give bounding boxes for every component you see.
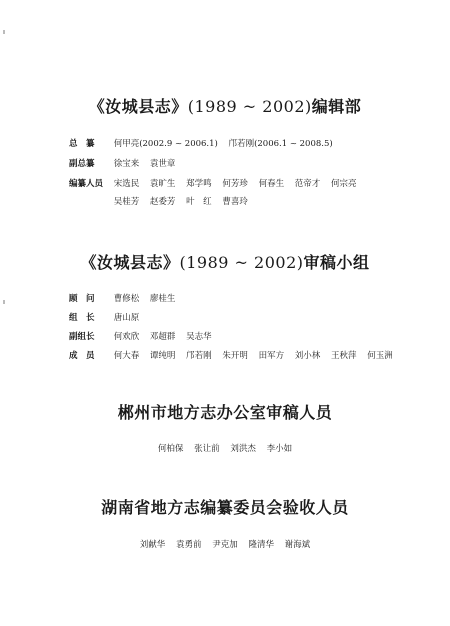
editorial-row-chief — [69, 138, 341, 150]
person-name: 范帝才 — [294, 179, 321, 189]
person-name: 曹喜玲 — [222, 197, 248, 207]
chenzhou-reviewers-title: 郴州市地方志办公室审稿人员 — [117, 403, 333, 422]
person-name: 朱开明 — [222, 351, 248, 361]
person-name: 邝若刚(2006.1 ~ 2008.5) — [228, 139, 333, 149]
role-label: 总 纂 — [69, 139, 95, 149]
editorial-row-staff — [69, 178, 365, 190]
person-name: 唐山原 — [113, 313, 140, 323]
review-group-title — [0, 250, 450, 273]
editorial-board-title — [0, 94, 450, 117]
person-name: 徐宝来 — [113, 159, 140, 169]
person-name: 李小如 — [266, 444, 293, 454]
person-name: 曹修松 — [113, 294, 140, 304]
chenzhou-reviewers-names — [0, 442, 450, 454]
role-label: 顾 问 — [69, 294, 95, 304]
person-name: 何宗亮 — [331, 179, 357, 189]
title-book-name: 《汝城县志》 — [88, 97, 188, 116]
person-name: 何玉洲 — [367, 351, 393, 361]
person-name: 赵委芳 — [149, 197, 176, 207]
role-label: 组 长 — [69, 313, 95, 323]
title-suffix: 编辑部 — [311, 97, 362, 116]
editorial-row-staff-cont — [69, 196, 256, 208]
person-name: 何大春 — [113, 351, 140, 361]
role-label: 编纂人员 — [69, 179, 104, 189]
review-row-leader — [69, 312, 147, 324]
person-name: 刘洪杰 — [230, 444, 256, 454]
person-name: 何芳珍 — [222, 179, 248, 189]
title-years: (1989 ~ 2002) — [187, 97, 312, 116]
person-name: 刘小林 — [294, 351, 321, 361]
review-row-advisor — [69, 293, 183, 305]
person-name: 谭纯明 — [149, 351, 176, 361]
review-row-members — [69, 350, 401, 362]
editorial-row-deputy — [69, 158, 183, 170]
person-name: 谢海斌 — [284, 540, 311, 550]
person-name: 袁旷生 — [149, 179, 176, 189]
scan-mark — [3, 300, 5, 304]
title-years: (1989 ~ 2002) — [179, 253, 304, 272]
person-name: 宋选民 — [113, 179, 140, 189]
person-name: 叶 红 — [186, 197, 212, 207]
person-name: 刘献华 — [139, 540, 166, 550]
person-name: 隆清华 — [248, 540, 274, 550]
hunan-acceptance-title: 湖南省地方志编纂委员会验收人员 — [101, 498, 349, 517]
person-name: 王秋萍 — [331, 351, 357, 361]
person-name: 何春生 — [258, 179, 285, 189]
person-name: 田军方 — [258, 351, 285, 361]
role-label: 成 员 — [69, 351, 95, 361]
person-name: 吴志华 — [186, 332, 212, 342]
person-name: 袁勇前 — [176, 540, 202, 550]
person-name: 张让前 — [194, 444, 220, 454]
role-label: 副组长 — [69, 332, 95, 342]
person-name: 何甲亮(2002.9 ~ 2006.1) — [113, 139, 218, 149]
person-name: 邓超群 — [149, 332, 176, 342]
person-name: 何欢欣 — [113, 332, 140, 342]
person-name: 邝若刚 — [186, 351, 212, 361]
person-name: 何柏保 — [157, 444, 184, 454]
role-label: 副总纂 — [69, 159, 95, 169]
title-book-name: 《汝城县志》 — [80, 253, 180, 272]
scan-mark — [3, 30, 5, 34]
person-name: 尹克加 — [212, 540, 238, 550]
person-name: 郑学鸣 — [186, 179, 212, 189]
person-name: 吴桂芳 — [113, 197, 140, 207]
hunan-acceptance-names — [0, 538, 450, 550]
person-name: 廖桂生 — [149, 294, 176, 304]
person-name: 袁世章 — [149, 159, 176, 169]
review-row-deputy-leader — [69, 331, 220, 343]
title-suffix: 审稿小组 — [303, 253, 370, 272]
